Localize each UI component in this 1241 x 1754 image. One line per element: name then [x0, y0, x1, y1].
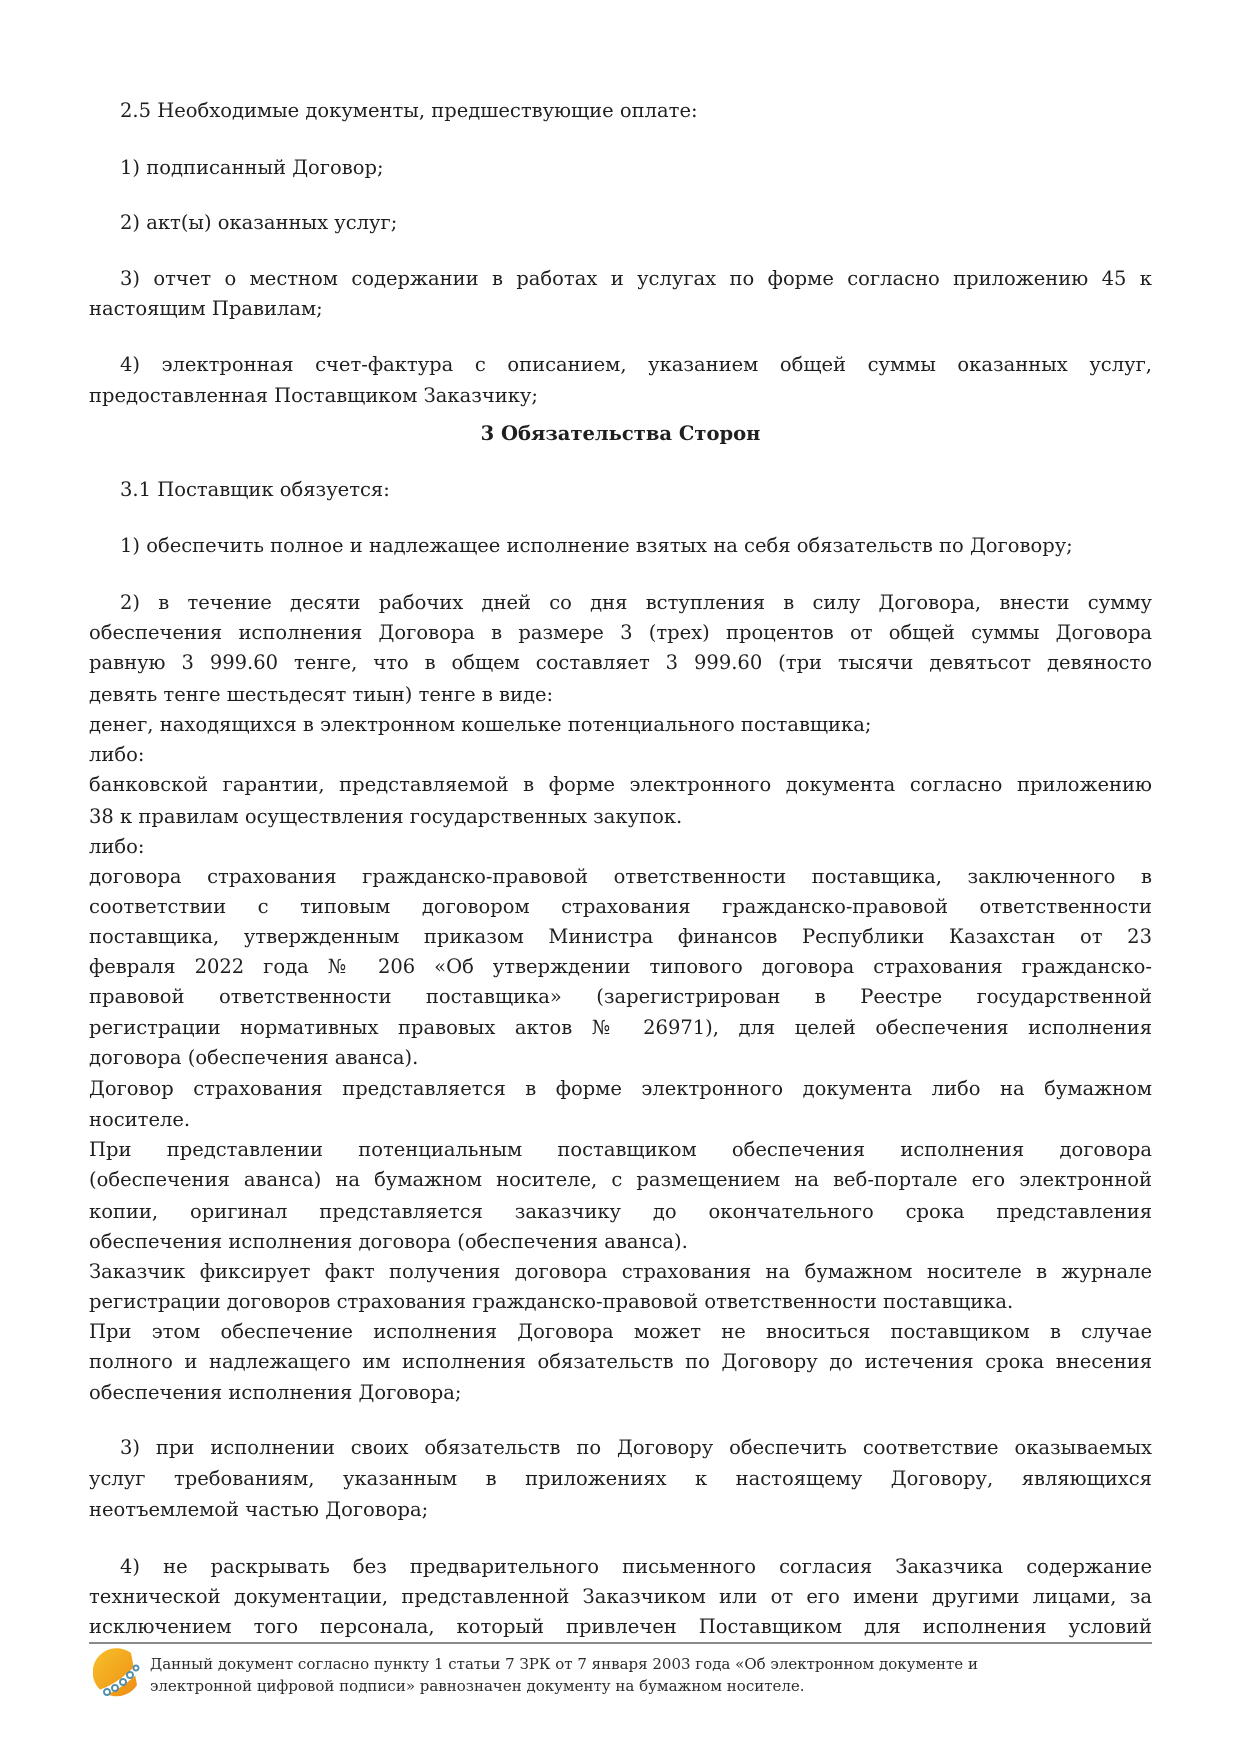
obligation-item-2-line: Договор страхования представляется в форме электронного документа либо на бумажном	[89, 1077, 1152, 1100]
section-3-heading: 3 Обязательства Сторон	[480, 422, 761, 445]
obligation-item-3-line: неотъемлемой частью Договора;	[89, 1498, 429, 1521]
obligation-item-1: 1) обеспечить полное и надлежащее исполнение взятых на себя обязательств по Договору;	[120, 534, 1073, 557]
obligation-item-2-line: копии, оригинал представляется заказчику до окончательного срока представления	[89, 1200, 1152, 1223]
section-3-1-subtitle: 3.1 Поставщик обязуется:	[120, 478, 390, 501]
obligation-item-2-line: правовой ответственности поставщика» (зарегистрирован в Реестре государственной	[89, 985, 1152, 1008]
obligation-item-2-line: равную 3 999.60 тенге, что в общем составляет 3 999.60 (три тысячи девятьсот девяносто	[89, 651, 1152, 674]
obligation-item-2-line: февраля 2022 года № 206 «Об утверждении типового договора страхования гражданско-	[89, 955, 1152, 978]
obligation-item-2-line: (обеспечения аванса) на бумажном носителе, с размещением на веб-портале его электронной	[89, 1168, 1152, 1191]
list-item: 1) подписанный Договор;	[120, 156, 384, 179]
obligation-item-2-line: обеспечения исполнения договора (обеспечения аванса).	[89, 1230, 688, 1253]
obligation-item-2-line: регистрации договоров страхования гражданско-правовой ответственности поставщика.	[89, 1290, 1014, 1313]
obligation-item-2-line: Заказчик фиксирует факт получения договора страхования на бумажном носителе в журнале	[89, 1260, 1152, 1283]
obligation-item-2-line: денег, находящихся в электронном кошельке потенциального поставщика;	[89, 713, 872, 736]
obligation-item-2-line: носителе.	[89, 1108, 191, 1131]
obligation-item-4-line: технической документации, представленной Заказчиком или от его имени другими лицами, за	[89, 1585, 1152, 1608]
obligation-item-2-line: соответствии с типовым договором страхования гражданско-правовой ответственности	[89, 895, 1152, 918]
obligation-item-2-line: 38 к правилам осуществления государственных закупок.	[89, 805, 683, 828]
obligation-item-4-line: исключением того персонала, который привлечен Поставщиком для исполнения условий	[89, 1615, 1152, 1638]
footer-legal-note-line: Данный документ согласно пункту 1 статьи 7 ЗРК от 7 января 2003 года «Об электронном документе и	[150, 1655, 978, 1673]
obligation-item-2-line: При представлении потенциальным поставщиком обеспечения исполнения договора	[89, 1138, 1152, 1161]
obligation-item-3-line: услуг требованиям, указанным в приложениях к настоящему Договору, являющихся	[89, 1467, 1152, 1490]
obligation-item-2-line: договора (обеспечения аванса).	[89, 1046, 419, 1069]
list-item: 2) акт(ы) оказанных услуг;	[120, 211, 398, 234]
obligation-item-2-line: обеспечения исполнения Договора;	[89, 1381, 462, 1404]
egov-sun-logo-icon	[93, 1647, 143, 1699]
footer-legal-note-line: электронной цифровой подписи» равнозначен документу на бумажном носителе.	[150, 1677, 805, 1695]
list-item-continuation: предоставленная Поставщиком Заказчику;	[89, 384, 538, 407]
obligation-item-2-line: либо:	[89, 743, 145, 766]
obligation-item-2-line: либо:	[89, 835, 145, 858]
obligation-item-2-line: обеспечения исполнения Договора в размере 3 (трех) процентов от общей суммы Договора	[89, 621, 1152, 644]
obligation-item-2-line: договора страхования гражданско-правовой ответственности поставщика, заключенного в	[89, 865, 1152, 888]
list-item: 3) отчет о местном содержании в работах и услугах по форме согласно приложению 45 к	[120, 267, 1152, 290]
obligation-item-2-line: девять тенге шестьдесят тиын) тенге в виде:	[89, 683, 554, 706]
obligation-item-2-line: полного и надлежащего им исполнения обязательств по Договору до истечения срока внесения	[89, 1350, 1152, 1373]
footer-separator	[89, 1642, 1152, 1644]
list-item-continuation: настоящим Правилам;	[89, 297, 323, 320]
obligation-item-3-line: 3) при исполнении своих обязательств по Договору обеспечить соответствие оказываемых	[120, 1436, 1152, 1459]
obligation-item-2-line: поставщика, утвержденным приказом Министра финансов Республики Казахстан от 23	[89, 925, 1152, 948]
obligation-item-2-line: банковской гарантии, представляемой в форме электронного документа согласно приложению	[89, 773, 1152, 796]
obligation-item-2-line: регистрации нормативных правовых актов № 26971), для целей обеспечения исполнения	[89, 1016, 1152, 1039]
obligation-item-2-line: 2) в течение десяти рабочих дней со дня вступления в силу Договора, внести сумму	[120, 591, 1152, 614]
obligation-item-2-line: При этом обеспечение исполнения Договора может не вноситься поставщиком в случае	[89, 1320, 1152, 1343]
list-item: 4) электронная счет-фактура с описанием, указанием общей суммы оказанных услуг,	[120, 353, 1152, 376]
obligation-item-4-line: 4) не раскрывать без предварительного письменного согласия Заказчика содержание	[120, 1555, 1152, 1578]
section-2-5-title: 2.5 Необходимые документы, предшествующие оплате:	[120, 99, 698, 122]
